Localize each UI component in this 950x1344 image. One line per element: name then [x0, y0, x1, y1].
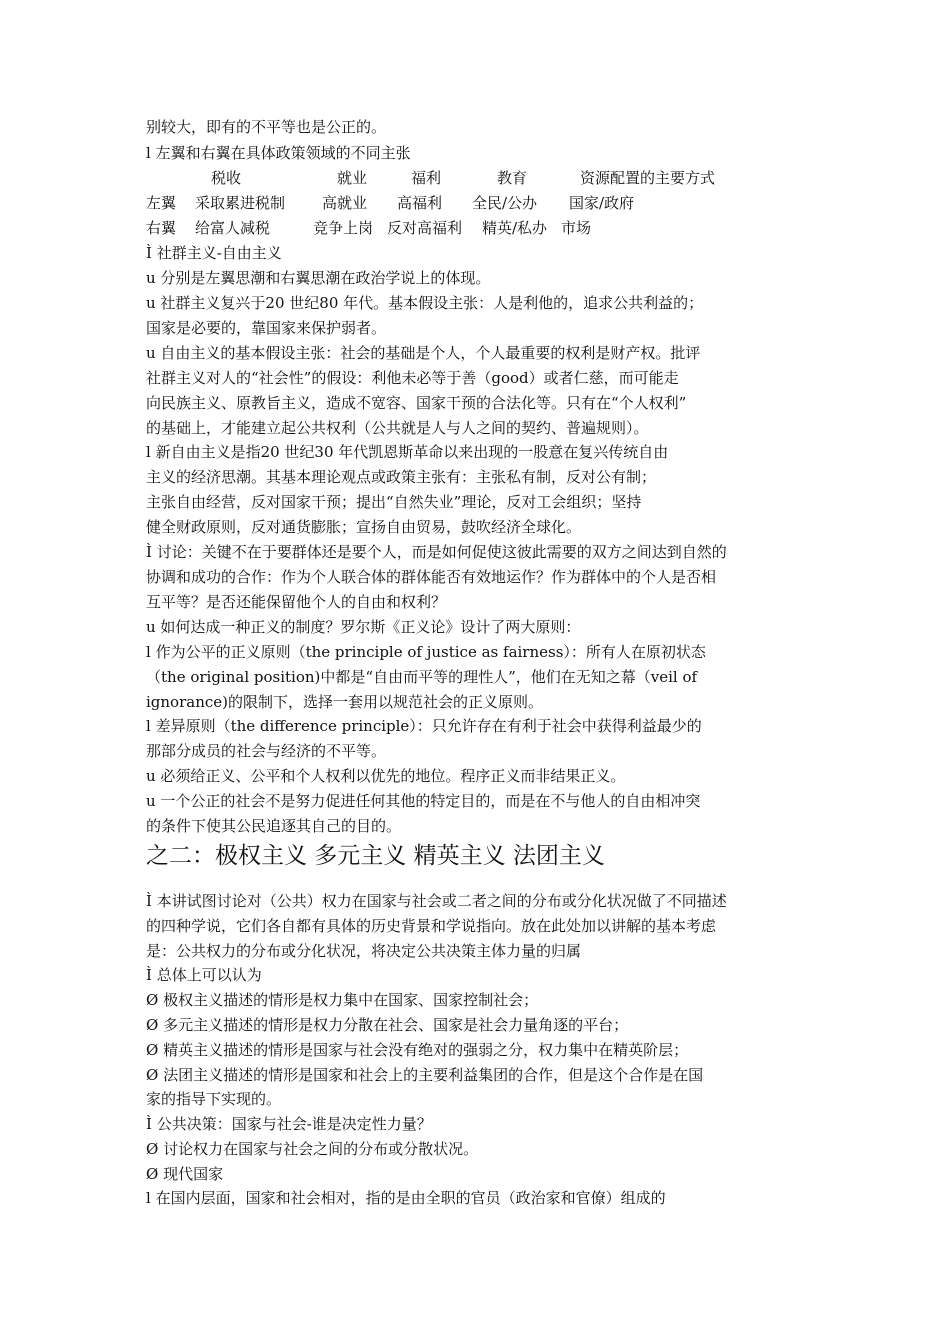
- text-line: Ì 讨论：关键不在于要群体还是要个人，而是如何促使这彼此需要的双方之间达到自然的: [146, 543, 727, 561]
- text-line: l 差异原则（the difference principle）：只允许存在有利于社会中获得利益最少的: [146, 717, 702, 735]
- table-header-employment: 就业: [337, 169, 368, 187]
- text-line: 是：公共权力的分布或分化状况，将决定公共决策主体力量的归属: [146, 942, 582, 960]
- text-line: u 社群主义复兴于20 世纪80 年代。基本假设主张：人是利他的，追求公共利益的；: [146, 294, 704, 312]
- text-line: u 分别是左翼思潮和右翼思潮在政治学说上的体现。: [146, 269, 491, 287]
- text-line: Ø 多元主义描述的情形是权力分散在社会、国家是社会力量角逐的平台；: [146, 1016, 629, 1034]
- text-line: ignorance)的限制下，选择一套用以规范社会的正义原则。: [146, 693, 543, 711]
- text-line: Ø 精英主义描述的情形是国家与社会没有绝对的强弱之分，权力集中在精英阶层；: [146, 1041, 689, 1059]
- text-line: Ø 讨论权力在国家与社会之间的分布或分散状况。: [146, 1140, 479, 1158]
- table-cell: 反对高福利: [387, 219, 463, 237]
- text-line: 健全财政原则，反对通货膨胀；宣扬自由贸易，鼓吹经济全球化。: [146, 518, 582, 536]
- text-line: l 在国内层面，国家和社会相对，指的是由全职的官员（政治家和官僚）组成的: [146, 1189, 666, 1207]
- table-cell: 市场: [561, 219, 592, 237]
- table-row-label: 左翼: [146, 194, 177, 212]
- table-cell: 全民/公办: [472, 194, 538, 212]
- text-line: l 新自由主义是指20 世纪30 年代凯恩斯革命以来出现的一股意在复兴传统自由: [146, 443, 669, 461]
- table-cell: 竞争上岗: [313, 219, 374, 237]
- table-row-label: 右翼: [146, 219, 177, 237]
- table-cell: 精英/私办: [482, 219, 548, 237]
- text-line: （the original position)中都是“自由而平等的理性人”，他们在无知之幕（veil of: [146, 668, 698, 686]
- text-line: Ø 现代国家: [146, 1165, 224, 1183]
- text-line: 互平等？是否还能保留他个人的自由和权利？: [146, 593, 447, 611]
- text-line: u 自由主义的基本假设主张：社会的基础是个人，个人最重要的权利是财产权。批评: [146, 344, 701, 362]
- text-line: 家的指导下实现的。: [146, 1090, 282, 1108]
- text-line: 别较大，即有的不平等也是公正的。: [146, 118, 387, 136]
- text-line: Ì 总体上可以认为: [146, 966, 262, 984]
- table-header-education: 教育: [497, 169, 528, 187]
- text-line: u 一个公正的社会不是努力促进任何其他的特定目的，而是在不与他人的自由相冲突: [146, 792, 701, 810]
- table-cell: 采取累进税制: [195, 194, 286, 212]
- text-line: u 必须给正义、公平和个人权利以优先的地位。程序正义而非结果正义。: [146, 767, 626, 785]
- text-line: 社群主义对人的“社会性”的假设：利他未必等于善（good）或者仁慈，而可能走: [146, 369, 679, 387]
- text-line: 主张自由经营，反对国家干预；提出“自然失业”理论，反对工会组织；坚持: [146, 493, 642, 511]
- text-line: 协调和成功的合作：作为个人联合体的群体能否有效地运作？作为群体中的个人是否相: [146, 568, 717, 586]
- text-line: 的条件下使其公民追逐其自己的目的。: [146, 817, 402, 835]
- text-line: Ì 社群主义-自由主义: [146, 244, 282, 262]
- text-line: 的四种学说，它们各自都有具体的历史背景和学说指向。放在此处加以讲解的基本考虑: [146, 917, 717, 935]
- text-line: Ø 极权主义描述的情形是权力集中在国家、国家控制社会；: [146, 991, 539, 1009]
- text-line: 的基础上，才能建立起公共权利（公共就是人与人之间的契约、普遍规则）。: [146, 419, 649, 437]
- text-line: l 作为公平的正义原则（the principle of justice as fairness）：所有人在原初状态: [146, 643, 706, 661]
- table-header-allocation: 资源配置的主要方式: [580, 169, 716, 187]
- table-header-tax: 税收: [211, 169, 242, 187]
- table-cell: 高就业: [322, 194, 368, 212]
- text-line: 国家是必要的，靠国家来保护弱者。: [146, 319, 387, 337]
- text-line: Ì 本讲试图讨论对（公共）权力在国家与社会或二者之间的分布或分化状况做了不同描述: [146, 892, 727, 910]
- text-line: u 如何达成一种正义的制度？罗尔斯《正义论》设计了两大原则：: [146, 618, 581, 636]
- text-line: Ì 公共决策：国家与社会-谁是决定性力量？: [146, 1115, 432, 1133]
- text-line: l 左翼和右翼在具体政策领域的不同主张: [146, 144, 411, 162]
- text-line: Ø 法团主义描述的情形是国家和社会上的主要利益集团的合作，但是这个合作是在国: [146, 1066, 704, 1084]
- text-line: 向民族主义、原教旨主义，造成不宽容、国家干预的合法化等。只有在“个人权利”: [146, 394, 687, 412]
- table-cell: 高福利: [397, 194, 443, 212]
- table-header-welfare: 福利: [411, 169, 442, 187]
- section-heading: 之二：极权主义 多元主义 精英主义 法团主义: [146, 843, 605, 869]
- table-cell: 国家/政府: [569, 194, 635, 212]
- text-line: 主义的经济思潮。其基本理论观点或政策主张有：主张私有制，反对公有制；: [146, 468, 657, 486]
- text-line: 那部分成员的社会与经济的不平等。: [146, 742, 387, 760]
- table-cell: 给富人减税: [195, 219, 271, 237]
